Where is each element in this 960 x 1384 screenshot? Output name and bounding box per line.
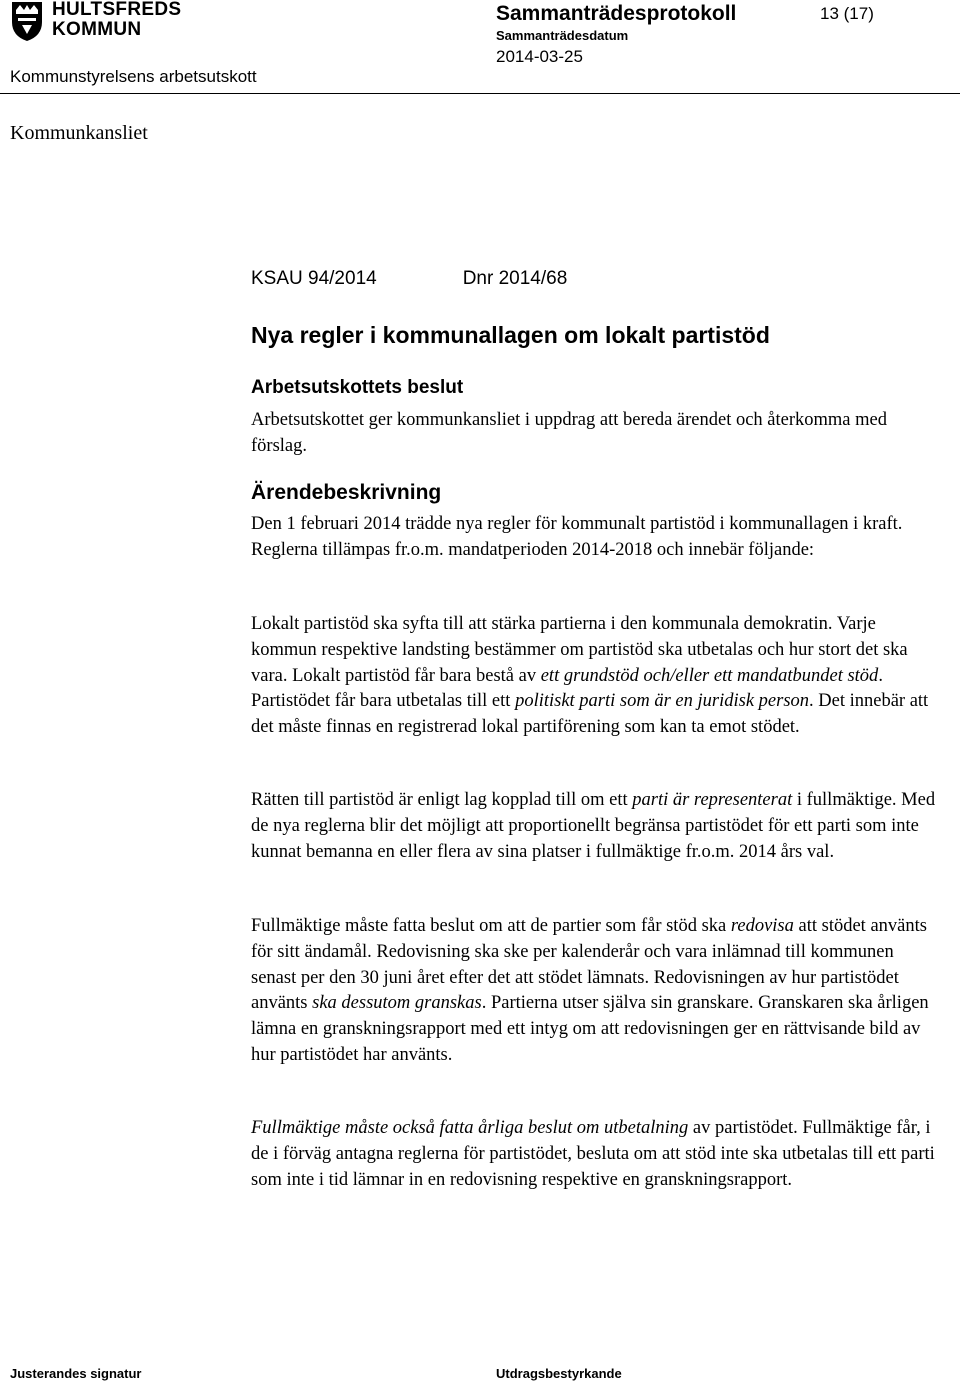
document-title: Sammanträdesprotokoll: [496, 2, 737, 25]
signature-label: Justerandes signatur: [10, 1366, 142, 1381]
text-run: att stödet använts för sitt ändamål. Redovisning ska ske per kalenderår och vara inlämnad till kommunen senast per den 30 juni året efter det att stödet lämnats. Redovisningen av hur partistödet använts: [251, 916, 927, 1014]
description-paragraph-4: [251, 914, 941, 1069]
emphasis-run: politiskt parti som är en juridisk person: [515, 691, 810, 712]
decision-text: Arbetsutskottet ger kommunkansliet i uppdrag att bereda ärendet och återkomma med förslag.: [251, 410, 887, 456]
text-run: av partistödet. Fullmäktige får, i de i förväg antagna reglerna för partistödet, besluta om att stöd inte ska utbetalas till ett parti som inte i tid lämnar in en redovisning respektive en granskningsrapport.: [251, 1118, 935, 1190]
emphasis-run: Fullmäktige måste också fatta årliga beslut om utbetalning: [251, 1118, 689, 1138]
emphasis-run: ska dessutom granskas: [312, 993, 482, 1014]
text-run: Fullmäktige måste fatta beslut om att de partier som får stöd ska: [251, 916, 731, 936]
text-run: . Partierna utser själva sin granskare. Granskaren ska årligen lämna en granskningsrapport med ett intyg om att redovisningen ger en rättvisande bild av hur partistödet har använts.: [251, 993, 929, 1065]
municipality-logo: [10, 0, 190, 44]
meeting-date-label: Sammanträdesdatum: [496, 28, 629, 43]
text-run: Lokalt partistöd ska syfta till att stärka partierna i den kommunala demokratin. Varje kommun respektive landsting bestämmer om partistöd ska utbetalas och hur stort det ska vara. Lokalt partistöd får bara bestå av: [251, 614, 908, 686]
description-heading: Ärendebeskrivning: [251, 481, 442, 504]
logo-line-1: HULTSFREDS: [52, 0, 182, 20]
case-reference: [251, 268, 567, 290]
committee-name: Kommunstyrelsens arbetsutskott: [10, 67, 257, 86]
emphasis-run: ett grundstöd och/eller ett mandatbundet stöd: [540, 665, 879, 686]
description-paragraph-5: [251, 1116, 941, 1193]
description-paragraph-3: [251, 788, 941, 865]
dnr-number: Dnr 2014/68: [462, 268, 568, 289]
text-run: Rätten till partistöd är enligt lag kopplad till om ett: [251, 790, 633, 810]
emphasis-run: redovisa: [730, 916, 794, 936]
emphasis-run: parti är representerat: [632, 790, 793, 810]
description-intro: Den 1 februari 2014 trädde nya regler för kommunalt partistöd i kommunallagen i kraft. Reglerna tillämpas fr.o.m. mandatperioden 2014-2018 och innebär följande:: [251, 514, 903, 560]
header-divider: [0, 93, 960, 94]
description-paragraph-2: [251, 612, 941, 741]
meeting-date: 2014-03-25: [496, 47, 583, 66]
page-number: 13 (17): [820, 4, 874, 23]
decision-heading: Arbetsutskottets beslut: [251, 377, 464, 398]
text-run: . Partistödet får bara utbetalas till ett: [251, 665, 883, 712]
text-run: . Det innebär att det måste finnas en registrerad lokal partiförening som kan ta emot stödet.: [251, 691, 929, 738]
case-title: Nya regler i kommunallagen om lokalt partistöd: [251, 322, 770, 348]
coat-of-arms-icon: [10, 0, 44, 42]
certificate-label: Utdragsbestyrkande: [496, 1366, 622, 1381]
logo-line-2: KOMMUN: [52, 19, 142, 40]
department-name: Kommunkansliet: [10, 122, 148, 144]
text-run: i fullmäktige. Med de nya reglerna blir det möjligt att proportionellt begränsa partistödet för ett parti som inte kunnat bemanna en eller flera av sina platser i fullmäktige fr.o.m. 2014 års val.: [251, 790, 936, 862]
ksau-number: KSAU 94/2014: [251, 268, 377, 289]
